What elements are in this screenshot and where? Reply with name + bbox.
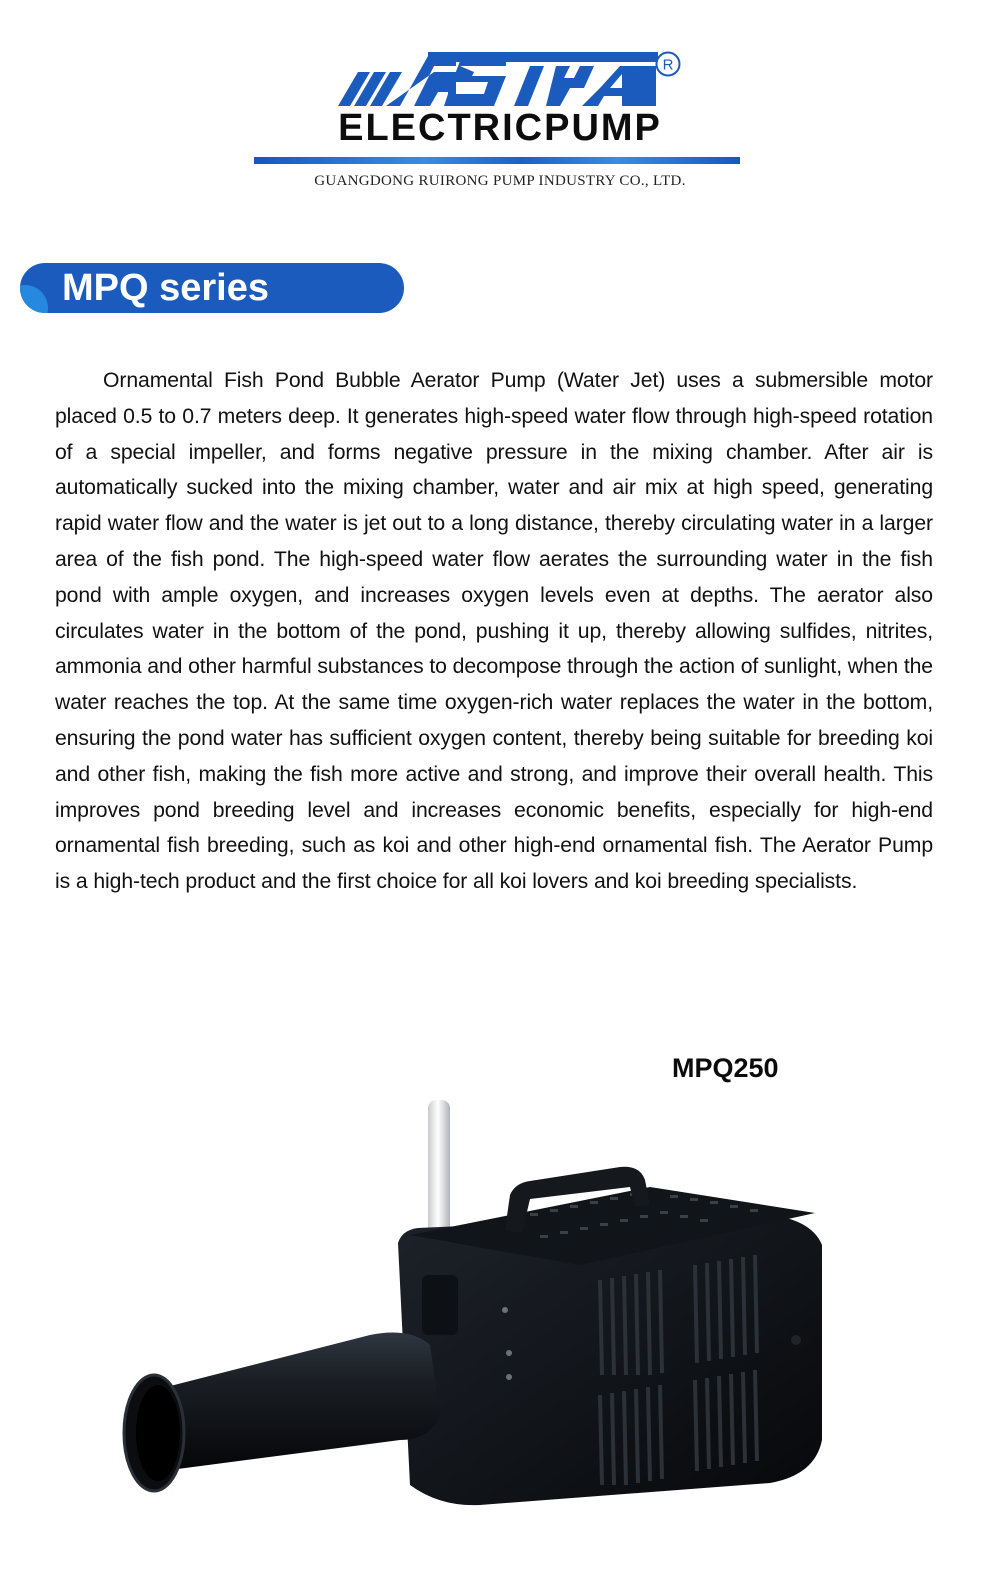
registered-trademark-icon — [654, 50, 682, 78]
product-model-label: MPQ250 — [672, 1053, 779, 1083]
brand-divider — [254, 157, 740, 164]
series-title: MPQ series — [62, 267, 269, 309]
svg-text:R: R — [662, 56, 674, 74]
series-heading-badge — [20, 263, 404, 313]
product-description: Ornamental Fish Pond Bubble Aerator Pump (Water Jet) uses a submersible motor placed 0.5 to 0.7 meters deep. It generates high-speed water flow through high-speed rotation of a special impeller, and forms negative pressure in the mixing chamber. After air is automatically sucked into the mixing chamber, water and air mix at high speed, generating rapid water flow and the water is jet out to a long distance, thereby circulating water in a larger area of the fish pond. The high-speed water flow aerates the surrounding water in the fish pond with ample oxygen, and increases oxygen levels even at depths. The aerator also circulates water in the bottom of the pond, pushing it up, thereby allowing sulfides, nitrites, ammonia and other harmful substances to decompose through the action of sunlight, when the water reaches the top. At the same time oxygen-rich water replaces the water in the bottom, ensuring the pond water has sufficient oxygen content, thereby being suitable for breeding koi and other fish, making the fish more active and strong, and improve their overall health. This improves pond breeding level and increases economic benefits, especially for high-end ornamental fish breeding, such as koi and other high-end ornamental fish. The Aerator Pump is a high-tech product and the first choice for all koi lovers and koi breeding specialists. — [55, 369, 933, 894]
brand-wordmark: ELECTRICPUMP — [338, 107, 662, 149]
aerator-pump-image — [110, 1095, 840, 1565]
brand-header — [0, 0, 1000, 200]
company-name: GUANGDONG RUIRONG PUMP INDUSTRY CO., LTD. — [314, 173, 686, 189]
pill-accent-shape — [20, 285, 48, 313]
brand-logo-icon — [338, 52, 658, 106]
